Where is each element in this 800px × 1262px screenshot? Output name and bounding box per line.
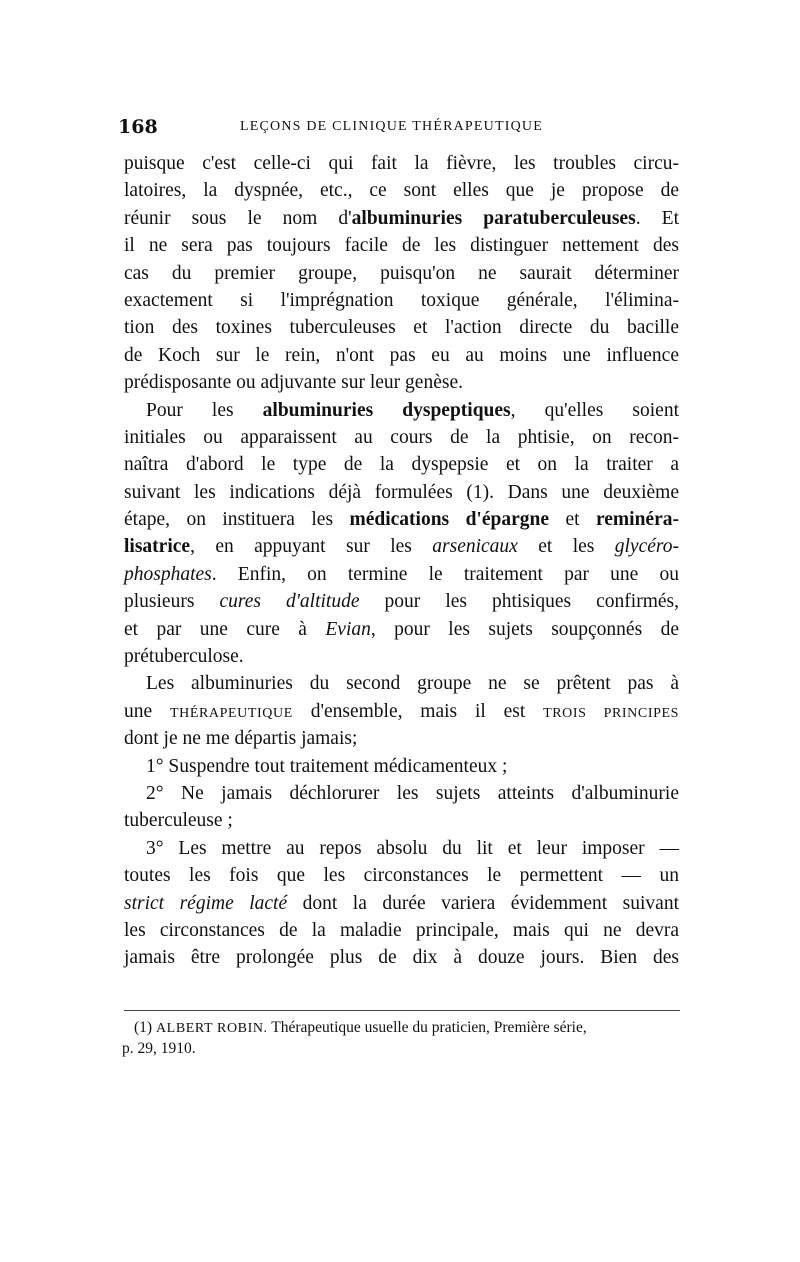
text-line: phosphates. Enfin, on termine le traitement par une ou [124,563,679,585]
running-title: LEÇONS DE CLINIQUE THÉRAPEUTIQUE [240,119,543,134]
text-line: latoires, la dyspnée, etc., ce sont elles que je propose de [124,180,679,202]
text-line: plusieurs cures d'altitude pour les phtisiques confirmés, [124,591,679,613]
text-line: tuberculeuse ; [124,810,233,832]
text-line: naîtra d'abord le type de la dyspepsie et on la traiter a [124,454,679,476]
text-line: initiales ou apparaissent au cours de la phtisie, on recon- [124,426,679,448]
small-caps-term: THÉRAPEUTIQUE [169,705,293,721]
text-line: Les albuminuries du second groupe ne se prêtent pas à [146,673,679,695]
text-line: étape, on instituera les médications d'épargne et reminéra- [124,509,679,531]
italic-term: glycéro- [614,536,679,558]
italic-term: strict régime lacté [124,892,288,914]
text-line: prédisposante ou adjuvante sur leur genèse. [124,372,463,394]
text-line: il ne sera pas toujours facile de les distinguer nettement des [124,235,679,257]
text-line: strict régime lacté dont la durée variera évidemment suivant [124,892,679,914]
text-line: lisatrice, en appuyant sur les arsenicaux et les glycéro- [124,536,679,558]
text-line: dont je ne me départis jamais; [124,728,358,750]
page-number: 168 [118,116,158,138]
text-line: de Koch sur le rein, n'ont pas eu au moins une influence [124,344,679,366]
text-line: Pour les albuminuries dyspeptiques, qu'elles soient [146,399,679,421]
bold-term: médications d'épargne [349,509,550,531]
small-caps-term: TROIS PRINCIPES [543,705,680,721]
footnote-author: ALBERT ROBIN. [155,1021,268,1036]
italic-term: cures d'altitude [219,591,360,613]
footnote-divider [124,1010,680,1011]
text-line: tion des toxines tuberculeuses et l'action directe du bacille [124,317,679,339]
text-line: toutes les fois que les circonstances le permettent — un [124,865,679,887]
running-header [118,116,678,142]
bold-term: albuminuries paratuberculeuses [351,207,636,229]
text-line: prétuberculose. [124,646,244,668]
footnote-line: (1) ALBERT ROBIN. Thérapeutique usuelle du praticien, Première série, [134,1019,587,1036]
text-line: une THÉRAPEUTIQUE d'ensemble, mais il est TROIS PRINCIPES [124,700,680,722]
footnote-line: p. 29, 1910. [122,1040,196,1057]
bold-term: albuminuries dyspeptiques [262,399,511,421]
italic-term: arsenicaux [432,536,518,558]
text-line: jamais être prolongée plus de dix à douze jours. Bien des [124,947,679,969]
bold-term: lisatrice [124,536,191,558]
list-item: 1° Suspendre tout traitement médicamenteux ; [146,755,508,777]
italic-term: Evian [325,618,371,640]
list-item: 3° Les mettre au repos absolu du lit et leur imposer — [146,837,679,859]
body-text [124,150,679,972]
text-line: puisque c'est celle-ci qui fait la fièvre, les troubles circu- [124,153,679,174]
text-line: suivant les indications déjà formulées (1). Dans une deuxième [124,481,679,503]
text-line: et par une cure à Evian, pour les sujets soupçonnés de [124,618,679,640]
bold-term: reminéra- [595,509,679,531]
text-line: réunir sous le nom d'albuminuries paratuberculeuses. Et [124,207,679,229]
text-line: cas du premier groupe, puisqu'on ne saurait déterminer [124,262,679,284]
text-line: les circonstances de la maladie principale, mais qui ne devra [124,919,679,941]
footnote [122,1018,682,1059]
text-line: exactement si l'imprégnation toxique générale, l'élimina- [124,289,679,311]
list-item: 2° Ne jamais déchlorurer les sujets atteints d'albuminurie [146,782,679,804]
italic-term: phosphates [124,563,212,585]
